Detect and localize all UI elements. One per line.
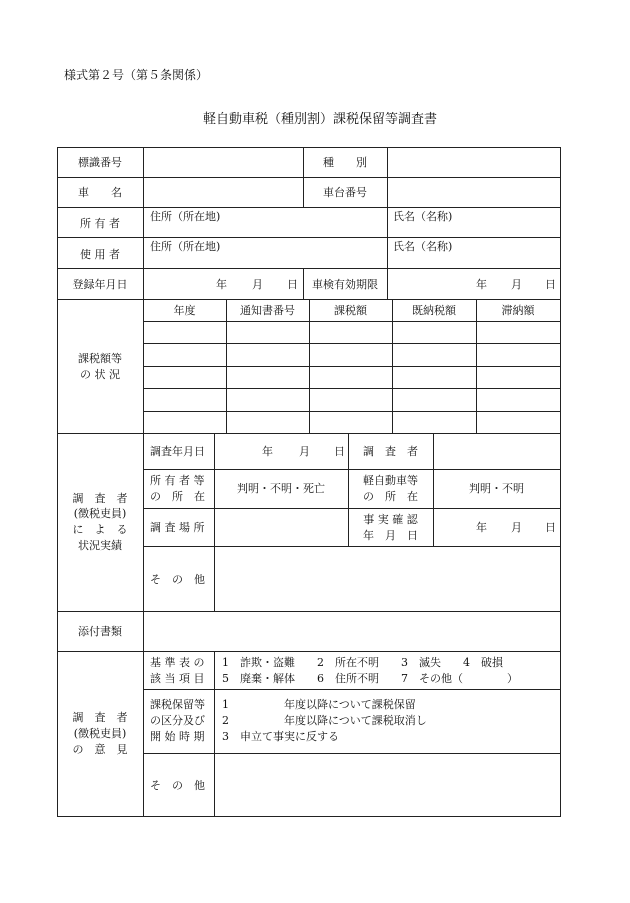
label-kijun-1: 基 準 表 の — [150, 656, 205, 669]
form-number: 様式第２号（第５条関係） — [64, 68, 209, 82]
rule — [143, 689, 561, 690]
label-shubetsu: 種 別 — [323, 156, 367, 169]
rule — [143, 343, 561, 344]
label-chosa-place: 調 査 場 所 — [150, 521, 205, 534]
label-iken-2: (徴税吏員) — [73, 727, 127, 740]
label-shaken: 車検有効期限 — [312, 278, 378, 291]
label-user-name: 氏名（名称) — [393, 240, 453, 253]
label-confirm-1: 事 実 確 認 — [363, 513, 418, 526]
hokan-option-3[interactable]: 3 申立て事実に反する — [222, 730, 339, 743]
col-tsuchi: 通知書番号 — [240, 304, 295, 317]
hokan-option-1[interactable]: 1 年度以降について課税保留 — [222, 698, 416, 711]
label-kijun-2: 該 当 項 目 — [150, 672, 205, 685]
tenpu-field[interactable] — [144, 612, 560, 651]
rule — [476, 299, 477, 433]
kijun-options-1[interactable]: 1 詐欺・盗難 2 所在不明 3 滅失 4 破損 — [222, 656, 503, 669]
rule — [143, 508, 561, 509]
label-hokan-2: の区分及び — [150, 714, 205, 727]
border-right — [560, 147, 561, 817]
rule — [57, 237, 561, 238]
col-nendo: 年度 — [173, 304, 196, 317]
shadai-field[interactable] — [388, 178, 560, 207]
chosa-tsuki: 月 — [299, 445, 310, 458]
rule — [143, 147, 144, 817]
toroku-hi: 日 — [287, 278, 298, 291]
chosa-sha-field[interactable] — [434, 434, 560, 469]
label-shamei: 車 名 — [78, 186, 122, 199]
label-shadai: 車台番号 — [323, 186, 367, 199]
sonota-2-field[interactable] — [215, 754, 560, 816]
rule — [143, 388, 561, 389]
rule — [309, 299, 310, 433]
rule — [143, 469, 561, 470]
rule — [143, 366, 561, 367]
page-title: 軽自動車税（種別割）課税保留等調査書 — [203, 112, 438, 127]
label-iken-1: 調 査 者 — [72, 711, 128, 724]
label-confirm-2: 年 月 日 — [363, 529, 418, 542]
label-owner-name: 氏名（名称) — [393, 210, 453, 223]
label-car-loc-1: 軽自動車等 — [363, 474, 418, 487]
label-owner-address: 住所（所在地) — [150, 210, 221, 223]
toroku-tsuki: 月 — [252, 278, 263, 291]
owner-address-field[interactable] — [144, 222, 386, 237]
chosa-nen: 年 — [262, 445, 273, 458]
confirm-tsuki: 月 — [511, 521, 522, 534]
label-chosa-1: 調 査 者 — [72, 492, 128, 505]
confirm-nen: 年 — [476, 521, 487, 534]
kijun-options-2[interactable]: 5 廃棄・解体 6 住所不明 7 その他（ ） — [222, 672, 518, 685]
label-kazei-status: 課税額等 — [78, 352, 122, 365]
rule — [143, 411, 561, 412]
rule — [57, 207, 561, 208]
label-hyoshiki: 標識番号 — [78, 156, 122, 169]
shubetsu-field[interactable] — [388, 148, 560, 177]
chosa-place-field[interactable] — [215, 509, 347, 546]
shaken-nen: 年 — [476, 278, 487, 291]
border-bottom — [57, 816, 561, 817]
owner-name-field[interactable] — [388, 222, 560, 237]
status-car[interactable]: 判明・不明 — [469, 482, 524, 495]
label-hokan-3: 開 始 時 期 — [150, 730, 205, 743]
col-tainou: 滞納額 — [501, 304, 535, 317]
label-chosa-date: 調査年月日 — [150, 445, 205, 458]
label-owner-loc-1: 所 有 者 等 — [150, 474, 205, 487]
label-owner-loc-2: の 所 在 — [150, 490, 205, 503]
label-sonota-1: そ の 他 — [150, 573, 205, 586]
label-chosa-3: に よ る — [72, 523, 128, 536]
rule — [392, 299, 393, 433]
label-kazei-status-2: の 状 況 — [80, 368, 120, 381]
confirm-hi: 日 — [545, 521, 556, 534]
shaken-tsuki: 月 — [511, 278, 522, 291]
label-chosa-4: 状況実績 — [78, 539, 122, 552]
shaken-hi: 日 — [545, 278, 556, 291]
label-chosa-sha: 調 査 者 — [363, 445, 418, 458]
label-chosa-2: (徴税吏員) — [73, 507, 127, 520]
user-name-field[interactable] — [388, 253, 560, 268]
label-sonota-2: そ の 他 — [150, 779, 205, 792]
label-shiyosha: 使 用 者 — [80, 248, 120, 261]
label-car-loc-2: の 所 在 — [363, 490, 418, 503]
user-address-field[interactable] — [144, 253, 386, 268]
label-tenpu: 添付書類 — [78, 625, 122, 638]
col-kazeigaku: 課税額 — [334, 304, 367, 317]
rule — [143, 321, 561, 322]
shamei-field[interactable] — [144, 178, 302, 207]
chosa-hi: 日 — [334, 445, 345, 458]
rule — [57, 651, 561, 652]
toroku-nen: 年 — [216, 278, 227, 291]
rule — [57, 268, 561, 269]
sonota-1-field[interactable] — [215, 547, 560, 611]
rule — [226, 299, 227, 433]
label-shoyusha: 所 有 者 — [80, 217, 120, 230]
status-owner[interactable]: 判明・不明・死亡 — [237, 482, 325, 495]
col-kinou: 既納税額 — [412, 304, 456, 317]
hyoshiki-field[interactable] — [144, 148, 302, 177]
label-iken-3: の 意 見 — [72, 743, 128, 756]
label-toroku: 登録年月日 — [72, 278, 128, 291]
label-hokan-1: 課税保留等 — [150, 698, 205, 711]
hokan-option-2[interactable]: 2 年度以降について課税取消し — [222, 714, 427, 727]
label-user-address: 住所（所在地) — [150, 240, 221, 253]
